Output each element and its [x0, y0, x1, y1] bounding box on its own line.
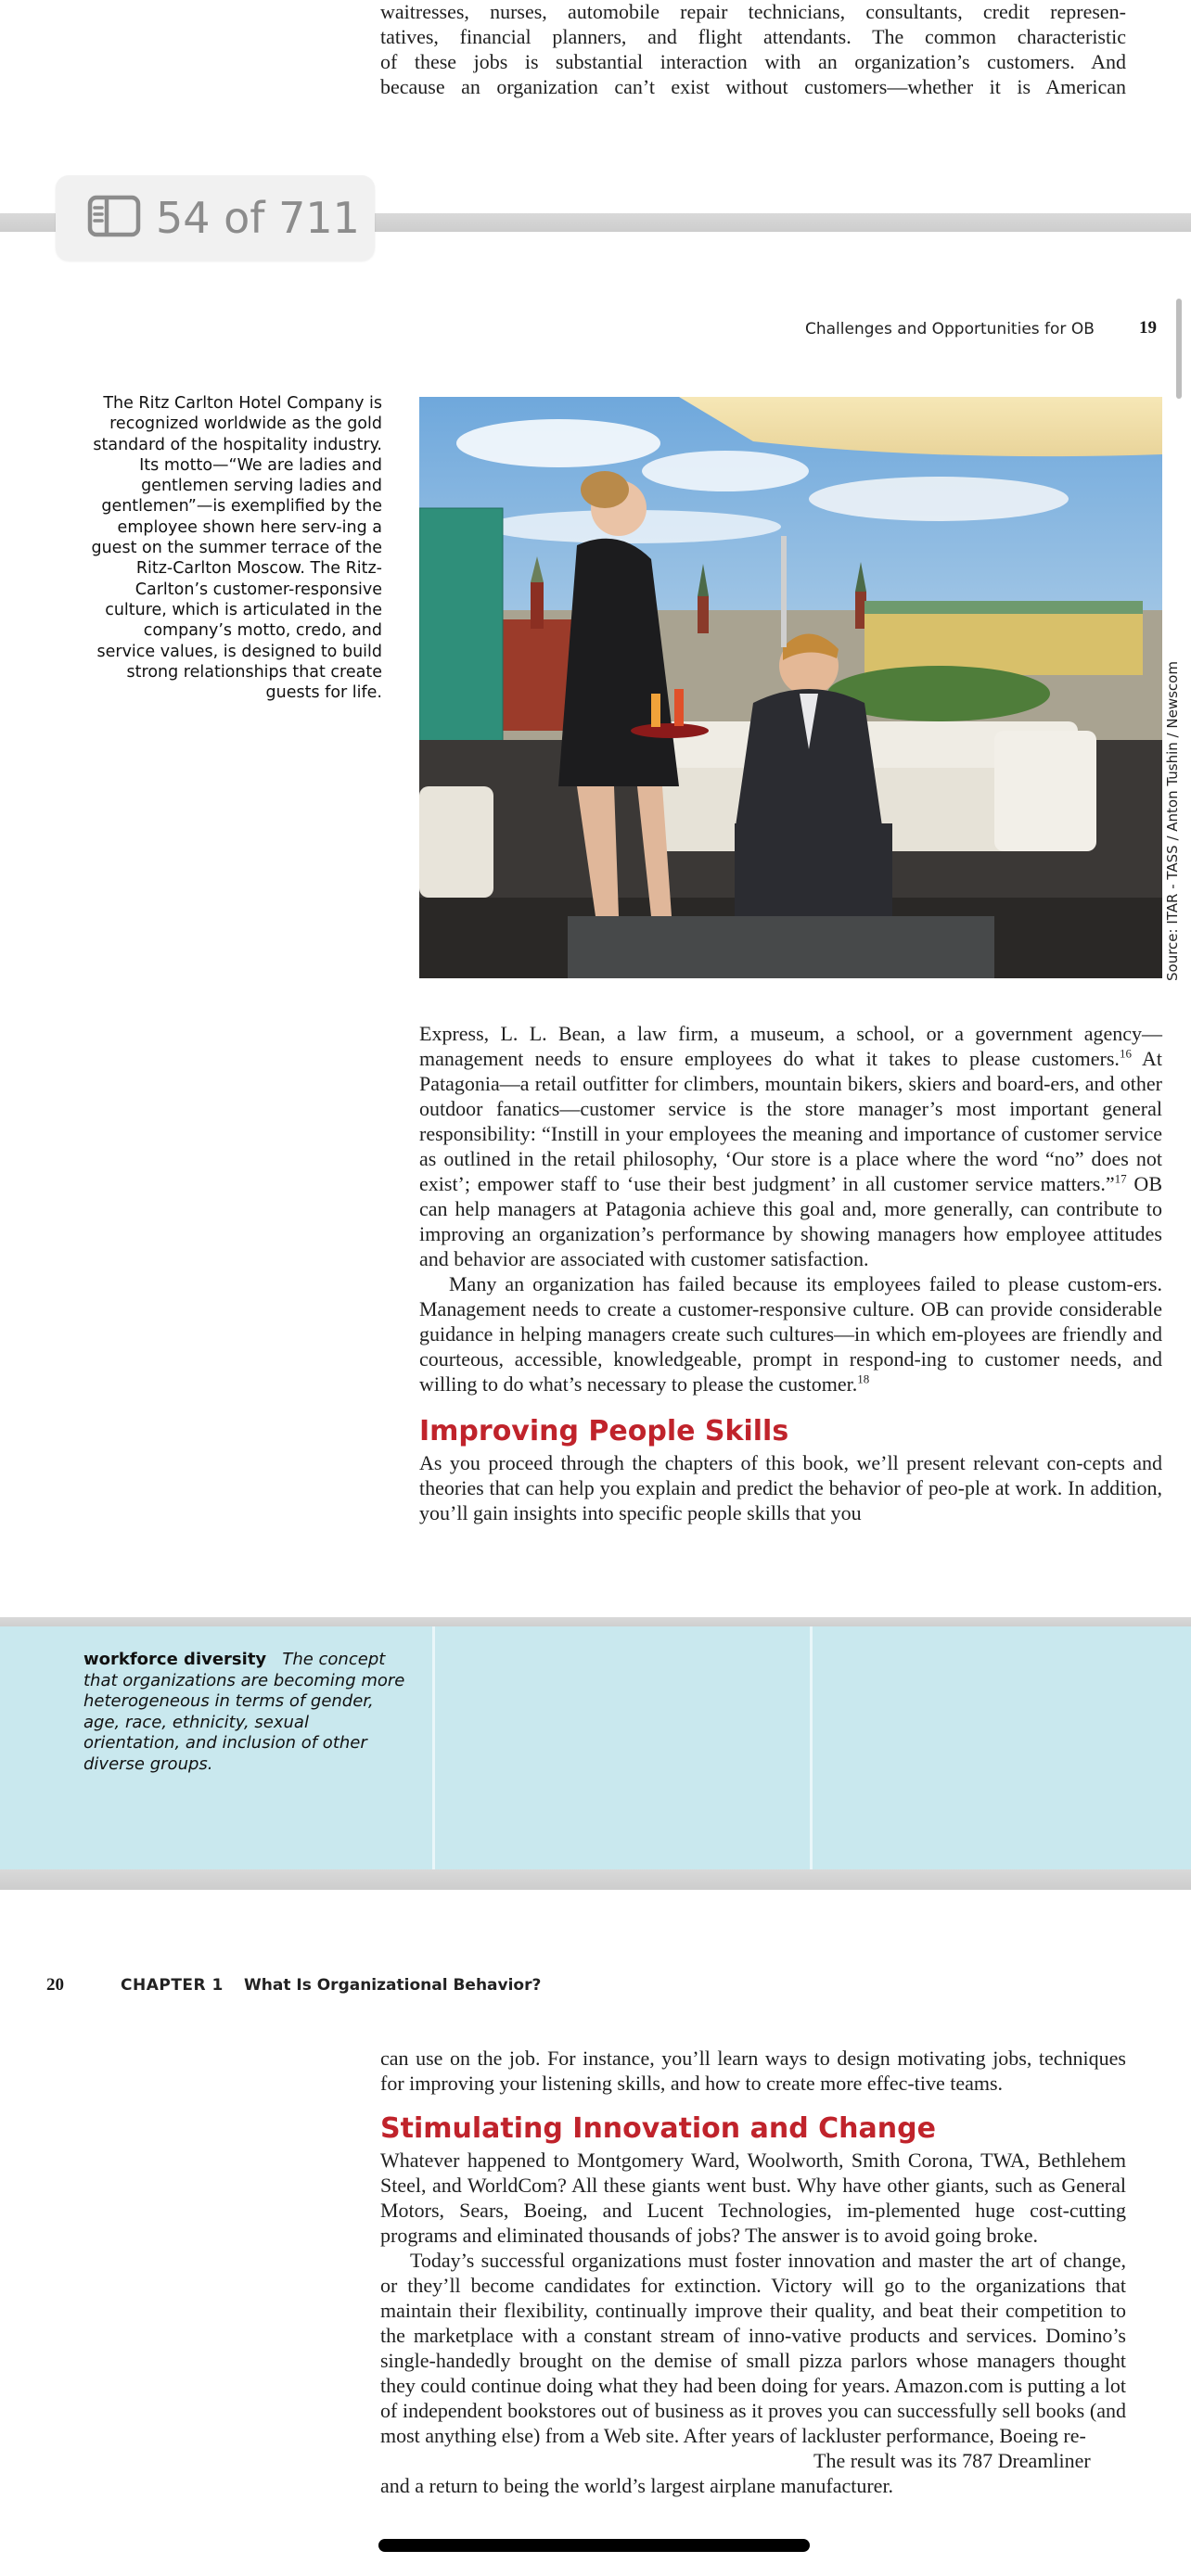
footnote-ref[interactable]: 16: [1119, 1046, 1132, 1061]
chapter-label: CHAPTER 1: [121, 1976, 224, 1995]
paragraph-text: Many an organization has failed because its employees failed to please custom-ers. Management needs to create a customer-responsive culture. OB can provide considerable guidance in helping managers create such cultures—in which em-ployees are friendly and courteous, accessible, knowledgeable, prompt in respond-ing to customer needs, and willing to do what’s necessary to please the customer.: [419, 1272, 1162, 1396]
paragraph: Whatever happened to Montgomery Ward, Woolworth, Smith Corona, TWA, Bethlehem Steel, and WorldCom? All these giants went bust. Why have other giants, such as General Motors, Sears, Boeing, and Lucent Technologies, im-plemented huge cost-cutting programs and eliminated thousands of jobs? The answer is to avoid going broke.: [380, 2149, 1126, 2247]
running-head: Challenges and Opportunities for OB: [805, 320, 1095, 338]
chapter-title: What Is Organizational Behavior?: [244, 1976, 542, 1995]
text-line: tatives, financial planners, and flight attendants. The common characteristic: [380, 25, 1126, 48]
glossary-term: workforce diversity: [83, 1650, 267, 1669]
previous-page-fragment: [380, 0, 1126, 99]
column-divider: [432, 1626, 435, 1871]
page-number: 20: [46, 1975, 64, 1995]
text-line: of these jobs is substantial interaction with an organization’s customers. And: [380, 50, 1126, 73]
text-line: The result was its 787 Dreamliner: [813, 2449, 1091, 2472]
glossary-entry: [83, 1650, 410, 1775]
page-separator: [0, 1869, 1191, 1890]
glossary-definition: The concept that organizations are becoming more heterogeneous in terms of gender, age, race, ethnicity, sexual orientation, and inclusion of other diverse groups.: [83, 1650, 405, 1774]
paragraph: As you proceed through the chapters of this book, we’ll present relevant con-cepts and theories that can help you explain and predict the behavior of peo-ple at work. In addition, you’ll gain insights into specific people skills that you: [419, 1451, 1162, 1524]
paragraph: can use on the job. For instance, you’ll learn ways to design motivating jobs, techniques for improving your listening skills, and how to create more effec-tive teams.: [380, 2047, 1126, 2095]
text-line: waitresses, nurses, automobile repair technicians, consultants, credit represen-: [380, 0, 1126, 23]
photo-caption: The Ritz Carlton Hotel Company is recognized worldwide as the gold standard of the hospitality industry. Its motto—“We are ladies and gentlemen serving ladies and gentlemen”—is exemplified by the employee shown here serv-ing a guest on the summer terrace of the Ritz-Carlton Moscow. The Ritz-Carlton’s customer-responsive culture, which is articulated in the company’s motto, credo, and service values, is designed to build strong relationships that create guests for life.: [91, 394, 382, 703]
paragraph: Today’s successful organizations must foster innovation and master the art of change, or they’ll become candidates for extinction. Victory will go to the organizations that maintain their flexibility, continually improve their quality, and beat their competition to the marketplace with a constant stream of inno-vative products and services. Domino’s single-handedly brought on the demise of small pizza parlors whose managers thought they could continue doing what they had been doing for years. Amazon.com is putting a lot of independent bookstores out of business as it proves you can successfully sell books (and most anything else) from a Web site. After years of lackluster performance, Boeing re-: [380, 2249, 1126, 2447]
footnote-ref[interactable]: 17: [1114, 1171, 1127, 1186]
text-line: because an organization can’t exist without customers—whether it is American: [380, 75, 1126, 98]
page-indicator[interactable]: [56, 175, 375, 261]
paragraph: [419, 1271, 1162, 1396]
text-line: and a return to being the world’s largest airplane manufacturer.: [380, 2474, 894, 2497]
section-heading: Stimulating Innovation and Change: [380, 2112, 936, 2145]
page19-body: [419, 1021, 1162, 1525]
page-number: 19: [1139, 318, 1157, 338]
photo-credit: Source: ITAR - TASS / Anton Tushin / Newscom: [1164, 661, 1181, 981]
page20-body: [380, 2046, 1126, 2498]
ritz-carlton-terrace-photo: [419, 397, 1162, 978]
scrollbar-thumb[interactable]: [1176, 299, 1182, 399]
section-heading: Improving People Skills: [419, 1415, 789, 1447]
sidebar-panel-icon[interactable]: [87, 195, 141, 241]
paragraph-text: At Patagonia—a retail outfitter for climbers, mountain bikers, skiers and board-ers, and other outdoor fanatics—customer service is the store manager’s most important general responsibility: “Instill in your employees the meaning and importance of customer service as outlined in the retail philosophy, ‘Our store is a place where the word “no” does not exist’; empower staff to ‘use their best judgment’ in all customer service matters.”: [419, 1047, 1162, 1195]
paragraph-text: OB can help managers at Patagonia achieve this goal and, more generally, can contribute to improving an organization’s performance by showing managers how employee attitudes and behavior are associated with customer satisfaction.: [419, 1172, 1162, 1270]
page-indicator-label: 54 of 711: [156, 193, 360, 243]
column-divider: [810, 1626, 813, 1871]
paragraph: [419, 1021, 1162, 1271]
text-selection-highlight: [378, 2539, 810, 2552]
paragraph-text: Express, L. L. Bean, a law firm, a museum, a school, or a government agency—management needs to ensure employees do what it takes to please customers.: [419, 1022, 1162, 1070]
footnote-ref[interactable]: 18: [857, 1371, 870, 1386]
